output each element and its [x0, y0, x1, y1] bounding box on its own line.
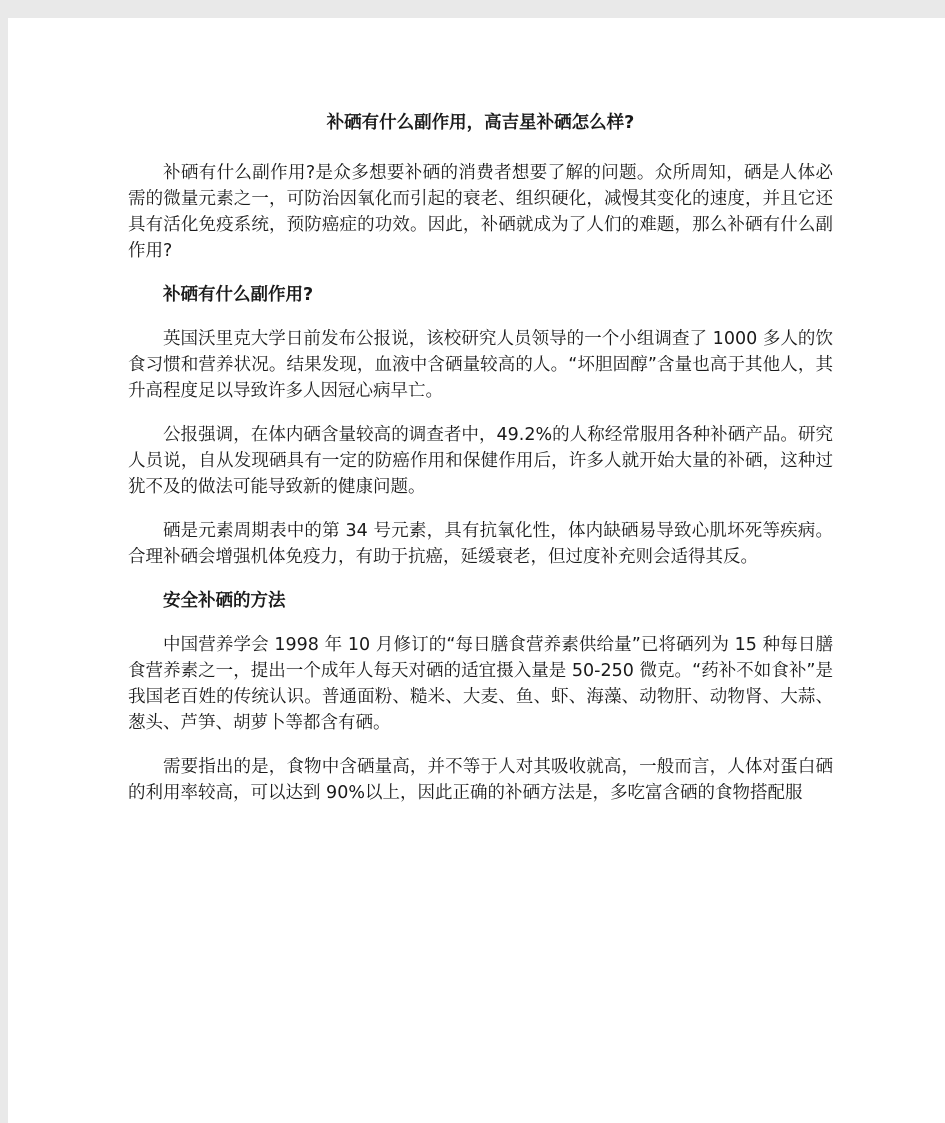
- document-title: 补硒有什么副作用，高吉星补硒怎么样?: [326, 113, 635, 133]
- paragraph: 需要指出的是，食物中含硒量高，并不等于人对其吸收就高，一般而言，人体对蛋白硒的利用率较高，可以达到 90%以上，因此正确的补硒方法是，多吃富含硒的食物搭配服: [128, 757, 833, 803]
- paragraph: 硒是元素周期表中的第 34 号元素，具有抗氧化性，体内缺硒易导致心肌坏死等疾病。合理补硒会增强机体免疫力，有助于抗癌，延缓衰老，但过度补充则会适得其反。: [128, 521, 833, 567]
- paragraph: 英国沃里克大学日前发布公报说，该校研究人员领导的一个小组调查了 1000 多人的饮食习惯和营养状况。结果发现，血液中含硒量较高的人。“坏胆固醇”含量也高于其他人，其升高程度足以导致许多人因冠心病早亡。: [128, 329, 833, 401]
- paragraph: 中国营养学会 1998 年 10 月修订的“每日膳食营养素供给量”已将硒列为 15 种每日膳食营养素之一，提出一个成年人每天对硒的适宜摄入量是 50-250 微克。“药补不如食补”是我国老百姓的传统认识。普通面粉、糙米、大麦、鱼、虾、海藻、动物肝、动物肾、大蒜、葱头、芦笋、胡萝卜等都含有硒。: [128, 635, 833, 733]
- paragraph: 公报强调，在体内硒含量较高的调查者中，49.2%的人称经常服用各种补硒产品。研究人员说，自从发现硒具有一定的防癌作用和保健作用后，许多人就开始大量的补硒，这种过犹不及的做法可能导致新的健康问题。: [128, 425, 833, 497]
- document-page: [8, 18, 945, 1123]
- paragraph: 补硒有什么副作用?是众多想要补硒的消费者想要了解的问题。众所周知，硒是人体必需的微量元素之一，可防治因氧化而引起的衰老、组织硬化，减慢其变化的速度，并且它还具有活化免疫系统，预防癌症的功效。因此，补硒就成为了人们的难题，那么补硒有什么副作用?: [128, 163, 833, 261]
- section-heading: 补硒有什么副作用?: [163, 285, 314, 305]
- section-heading: 安全补硒的方法: [163, 591, 286, 611]
